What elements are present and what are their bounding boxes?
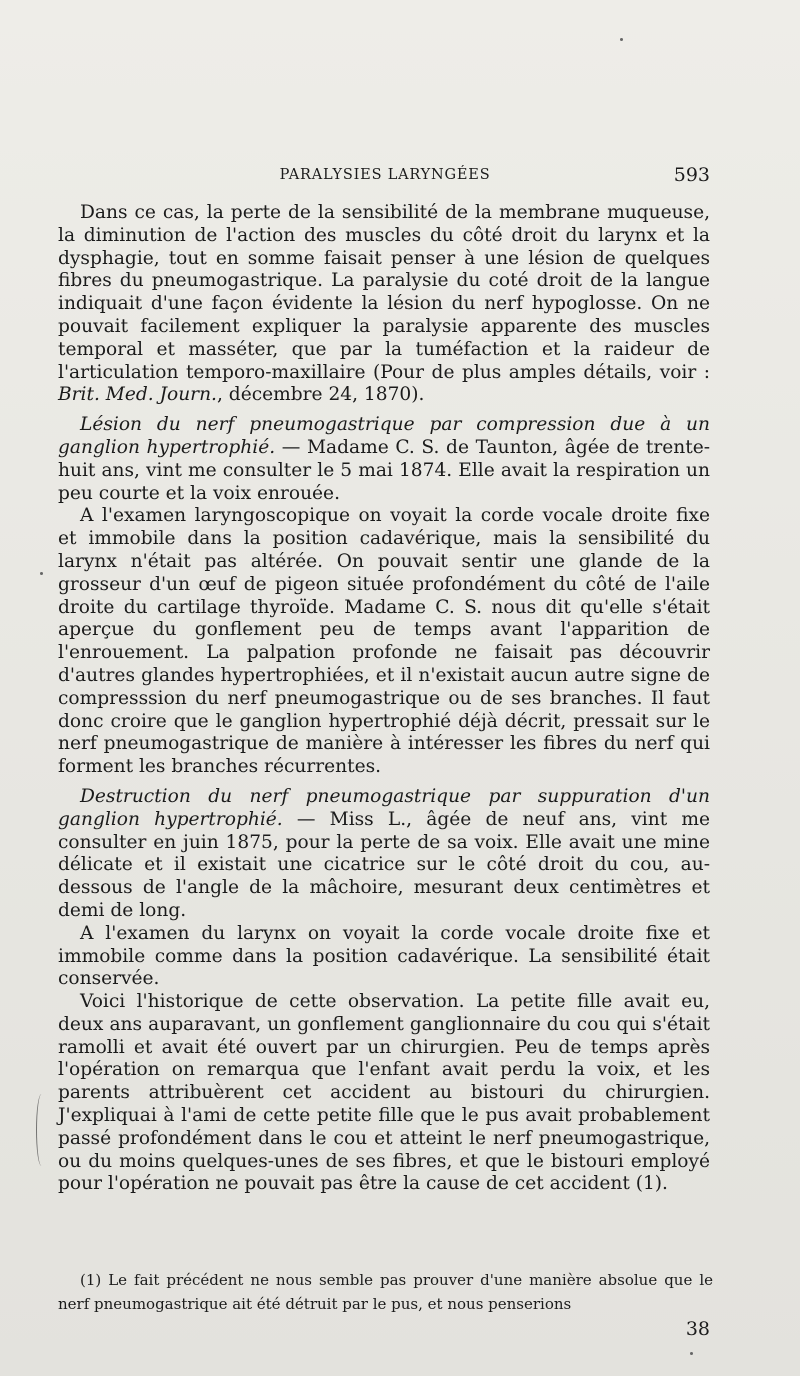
case-2-text: — Miss L., âgée de neuf ans, vint me consulter en juin 1875, pour la perte de sa voix. Elle avait une mine délicate et il existait une cicatrice sur le côté droit du cou, au-dessous de l'angle de la mâchoire, mesurant deux centimètres et demi de long. [58,808,710,921]
margin-pencil-mark [36,1094,47,1166]
paragraph-6: Voici l'historique de cette observation. La petite fille avait eu, deux ans auparavant, un gonflement ganglionnaire du cou qui s'était ramolli et avait été ouvert par un chirurgien. Peu de temps après l'opération on remarqua que l'enfant avait perdu la voix, et les parents attribuèrent cet accident au bistouri du chirurgien. J'expliquai à l'ami de cette petite fille que le pus avait probablement passé profondément dans le cou et atteint le nerf pneumogastrique, ou du moins quelques-unes de ses fibres, et que le bistouri employé pour l'opération ne pouvait pas être la cause de cet accident (1). [58,991,710,1195]
page-number: 593 [673,164,710,186]
paper-speck [40,572,43,575]
case-2-paragraph [58,786,710,923]
case-1-title: Lésion du nerf pneumogastrique par compression due à un ganglion hypertrophié. [58,414,710,458]
case-1-paragraph [58,414,710,505]
paragraph-1 [58,202,710,407]
page-body [58,202,710,1196]
paragraph-3: A l'examen laryngoscopique on voyait la corde vocale droite fixe et immobile dans la position cadavérique, mais la sensibilité du larynx n'était pas altérée. On pouvait sentir une glande de la grosseur d'un œuf de pigeon située profondément du côté de l'aile droite du cartilage thyroïde. Madame C. S. nous dit qu'elle s'était aperçue du gonflement peu de temps avant l'apparition de l'enrouement. La palpation profonde ne faisait pas découvrir d'autres glandes hypertrophiées, et il n'existait aucun autre signe de compresssion du nerf pneumogastrique ou de ses branches. Il faut donc croire que le ganglion hypertrophié déjà décrit, pressait sur le nerf pneumogastrique de manière à intéresser les fibres du nerf qui forment les branches récurrentes. [58,505,710,778]
journal-reference: Brit. Med. Journ. [58,384,217,406]
running-head: PARALYSIES LARYNGÉES [279,167,491,183]
paragraph-1-end: , décembre 24, 1870). [216,384,425,406]
case-2-title: Destruction du nerf pneumogastrique par suppuration d'un ganglion hypertrophié. [58,785,710,830]
paragraph-5: A l'examen du larynx on voyait la corde vocale droite fixe et immobile comme dans la position cadavérique. La sensibilité était conservée. [58,922,710,990]
footnotes [58,1268,713,1316]
paper-speck [690,1352,693,1355]
case-1-text: — Madame C. S. de Taunton, âgée de trente-huit ans, vint me consulter le 5 mai 1874. Elle avait la respiration un peu courte et la voix enrouée. [58,436,710,504]
signature-mark: 38 [685,1318,710,1340]
page-header [60,164,710,188]
footnote-1: (1) Le fait précédent ne nous semble pas prouver d'une manière absolue que le nerf pneumogastrique ait été détruit par le pus, et nous penserions [58,1271,713,1313]
paragraph-1-text: Dans ce cas, la perte de la sensibilité de la membrane muqueuse, la diminution de l'action des muscles du côté droit du larynx et la dysphagie, tout en somme faisait penser à une lésion de quelques fibres du pneumogastrique. La paralysie du coté droit de la langue indiquait d'une façon évidente la lésion du nerf hypoglosse. On ne pouvait facilement expliquer la paralysie apparente des muscles temporal et masséter, que par la tuméfaction et la raideur de l'articulation temporo-maxillaire (Pour de plus amples détails, voir : [58,202,710,383]
paper-speck [620,38,623,41]
